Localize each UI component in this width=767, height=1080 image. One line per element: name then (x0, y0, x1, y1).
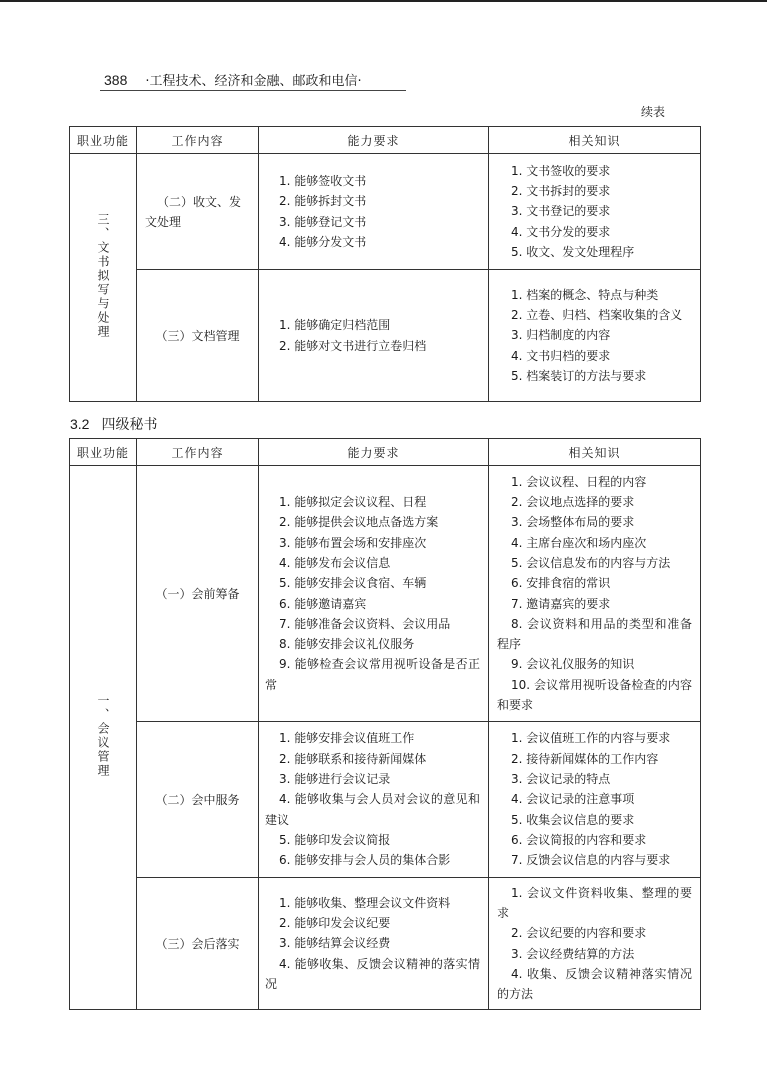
content-cell: （二）收文、发文处理 (137, 154, 259, 270)
knowledge-cell (489, 270, 701, 402)
column-header: 职业功能 (70, 127, 137, 154)
column-header: 相关知识 (489, 439, 701, 466)
list-item: 2. 能够拆封文书 (279, 194, 367, 209)
content-cell: （三）文档管理 (137, 270, 259, 402)
list-item: 3. 能够布置会场和安排座次 (279, 535, 427, 550)
list-item: 6. 能够安排与会人员的集体合影 (279, 853, 451, 868)
column-header: 能力要求 (259, 439, 489, 466)
function-cell (70, 154, 137, 402)
list-item: 1. 能够安排会议值班工作 (279, 731, 415, 746)
page-number: 388 (104, 72, 128, 88)
list-item: 1. 会议值班工作的内容与要求 (511, 731, 671, 746)
column-header: 工作内容 (137, 439, 259, 466)
column-header: 相关知识 (489, 127, 701, 154)
table-row (70, 466, 701, 722)
knowledge-list (489, 285, 700, 386)
list-item: 2. 能够印发会议纪要 (279, 916, 391, 931)
list-item: 5. 档案装订的方法与要求 (511, 368, 647, 383)
knowledge-cell (489, 154, 701, 270)
column-header: 工作内容 (137, 127, 259, 154)
knowledge-cell (489, 466, 701, 722)
list-item: 3. 能够结算会议经费 (279, 936, 391, 951)
list-item: 5. 收集会议信息的要求 (511, 812, 635, 827)
function-cell (70, 466, 137, 1010)
list-item: 4. 能够发布会议信息 (279, 555, 391, 570)
list-item: 2. 能够提供会议地点备选方案 (279, 515, 439, 530)
list-item: 4. 能够收集与会人员对会议的意见和建议 (265, 792, 480, 827)
skills-list (259, 893, 488, 994)
content-cell: （三）会后落实 (137, 878, 259, 1010)
list-item: 2. 会议纪要的内容和要求 (511, 926, 647, 941)
skills-cell (259, 466, 489, 722)
table-header-row (70, 127, 701, 154)
continued-label: 续表 (641, 105, 666, 119)
skills-list (259, 315, 488, 356)
section-heading (70, 414, 157, 434)
table-row (70, 154, 701, 270)
list-item: 2. 接待新闻媒体的工作内容 (511, 751, 659, 766)
list-item: 1. 能够确定归档范围 (279, 318, 391, 333)
column-header: 职业功能 (70, 439, 137, 466)
section-title: 四级秘书 (101, 417, 158, 433)
list-item: 3. 能够登记文书 (279, 214, 367, 229)
knowledge-cell (489, 722, 701, 878)
list-item: 7. 反馈会议信息的内容与要求 (511, 853, 671, 868)
skills-list (259, 728, 488, 870)
list-item: 1. 文书签收的要求 (511, 163, 611, 178)
table-row (70, 270, 701, 402)
list-item: 3. 会议经费结算的方法 (511, 946, 635, 961)
knowledge-cell (489, 878, 701, 1010)
list-item: 5. 会议信息发布的内容与方法 (511, 555, 671, 570)
table-secretary-continued (69, 126, 701, 402)
list-item: 3. 能够进行会议记录 (279, 772, 391, 787)
column-header: 能力要求 (259, 127, 489, 154)
skills-cell (259, 270, 489, 402)
list-item: 6. 能够邀请嘉宾 (279, 596, 367, 611)
list-item: 2. 能够对文书进行立卷归档 (279, 338, 427, 353)
list-item: 2. 文书拆封的要求 (511, 184, 611, 199)
list-item: 4. 收集、反馈会议精神落实情况的方法 (497, 966, 692, 1002)
list-item: 4. 会议记录的注意事项 (511, 792, 635, 807)
list-item: 1. 能够拟定会议议程、日程 (279, 495, 427, 510)
running-title: ·工程技术、经济和金融、邮政和电信· (145, 74, 362, 89)
list-item: 1. 档案的概念、特点与种类 (511, 287, 659, 302)
top-border-line (0, 0, 767, 2)
list-item: 7. 邀请嘉宾的要求 (511, 596, 611, 611)
list-item: 2. 立卷、归档、档案收集的含义 (511, 308, 683, 323)
list-item: 5. 收文、发文处理程序 (511, 244, 635, 259)
content-cell: （一）会前筹备 (137, 466, 259, 722)
list-item: 9. 能够检查会议常用视听设备是否正常 (265, 657, 480, 692)
list-item: 4. 文书归档的要求 (511, 348, 611, 363)
list-item: 6. 安排食宿的常识 (511, 576, 611, 591)
list-item: 10. 会议常用视听设备检查的内容和要求 (497, 677, 692, 712)
list-item: 6. 会议简报的内容和要求 (511, 832, 647, 847)
function-label: 三、文书拟写与处理 (96, 213, 110, 339)
table-level4-secretary (69, 438, 701, 1010)
knowledge-list (489, 728, 700, 870)
list-item: 3. 文书登记的要求 (511, 204, 611, 219)
header-rule (100, 90, 406, 91)
list-item: 3. 会场整体布局的要求 (511, 515, 635, 530)
list-item: 3. 会议记录的特点 (511, 772, 611, 787)
skills-list (259, 492, 488, 695)
knowledge-list (489, 883, 700, 1005)
running-header (104, 70, 362, 89)
function-label: 一、会议管理 (96, 694, 110, 778)
list-item: 5. 能够安排会议食宿、车辆 (279, 576, 427, 591)
section-number: 3.2 (70, 416, 90, 432)
skills-cell (259, 878, 489, 1010)
list-item: 1. 会议议程、日程的内容 (511, 474, 647, 489)
list-item: 2. 能够联系和接待新闻媒体 (279, 751, 427, 766)
list-item: 8. 会议资料和用品的类型和准备程序 (497, 616, 692, 652)
list-item: 1. 能够收集、整理会议文件资料 (279, 895, 451, 910)
list-item: 1. 会议文件资料收集、整理的要求 (497, 885, 692, 920)
list-item: 1. 能够签收文书 (279, 173, 367, 188)
table-row (70, 878, 701, 1010)
list-item: 5. 能够印发会议简报 (279, 832, 391, 847)
list-item: 7. 能够准备会议资料、会议用品 (279, 616, 451, 631)
content-cell: （二）会中服务 (137, 722, 259, 878)
skills-cell (259, 154, 489, 270)
list-item: 8. 能够安排会议礼仪服务 (279, 637, 415, 652)
table-row (70, 722, 701, 878)
skills-cell (259, 722, 489, 878)
list-item: 3. 归档制度的内容 (511, 328, 611, 343)
list-item: 4. 能够分发文书 (279, 234, 367, 249)
knowledge-list (489, 472, 700, 716)
list-item: 9. 会议礼仪服务的知识 (511, 657, 635, 672)
list-item: 4. 主席台座次和场内座次 (511, 535, 647, 550)
table-header-row (70, 439, 701, 466)
list-item: 2. 会议地点选择的要求 (511, 495, 635, 510)
knowledge-list (489, 161, 700, 262)
list-item: 4. 文书分发的要求 (511, 224, 611, 239)
list-item: 4. 能够收集、反馈会议精神的落实情况 (265, 956, 480, 991)
skills-list (259, 171, 488, 252)
